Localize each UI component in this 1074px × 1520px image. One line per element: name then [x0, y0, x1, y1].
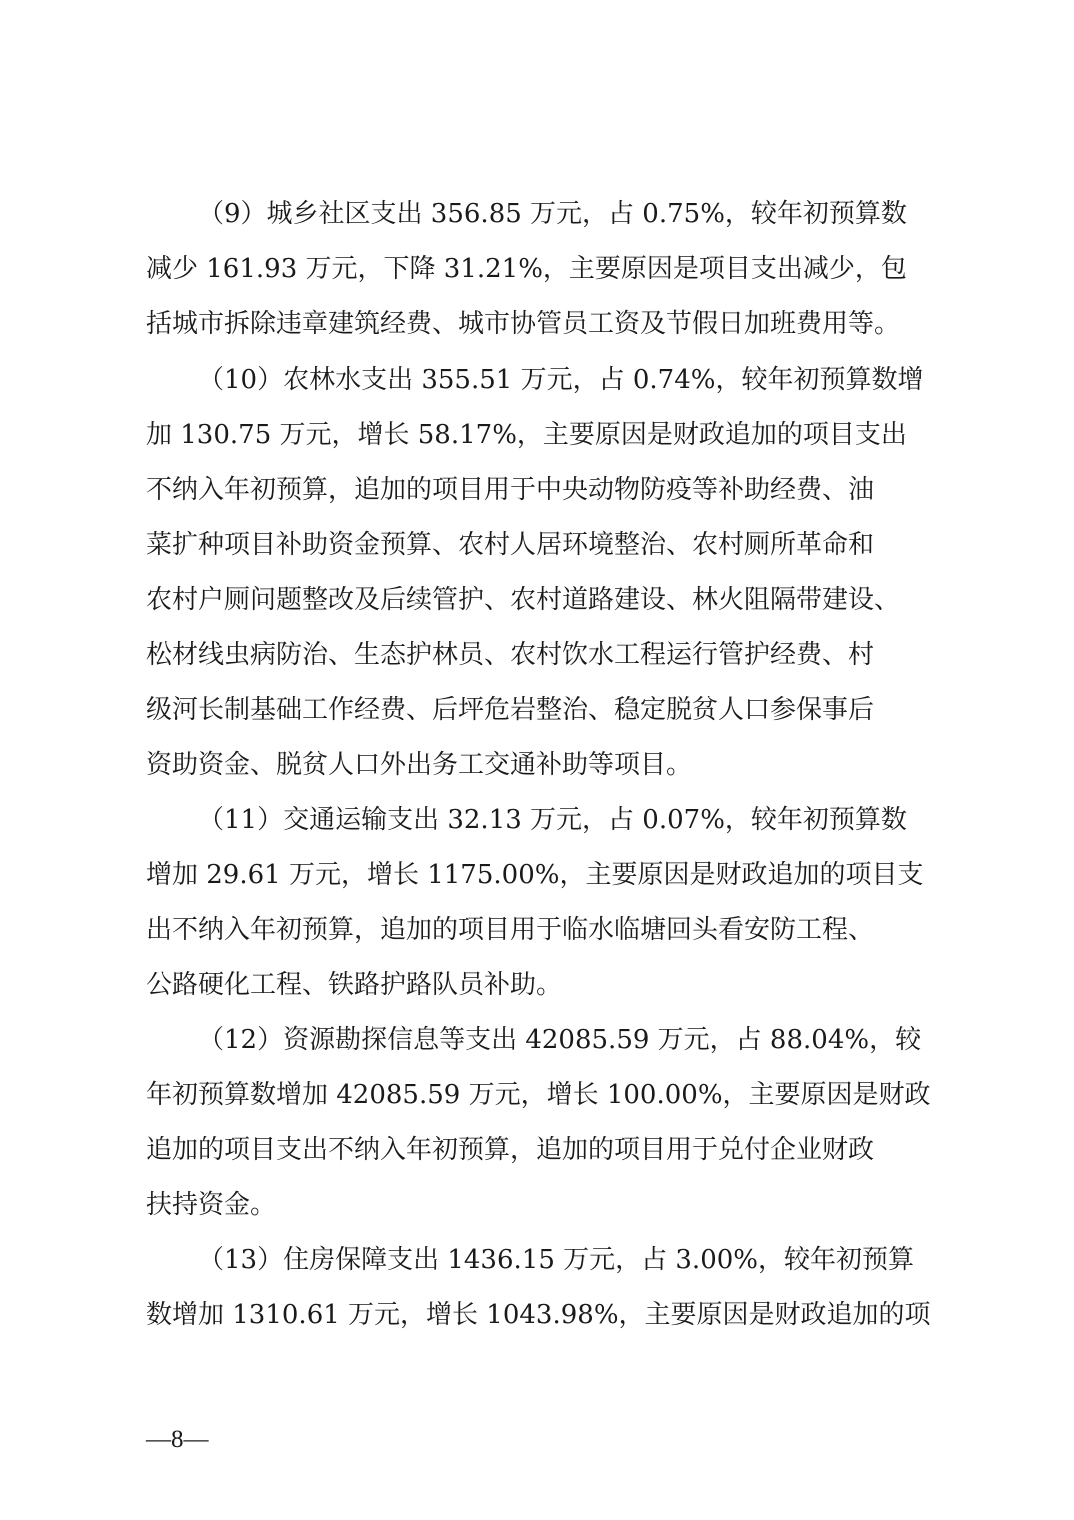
text-line: （13）住房保障支出 1436.15 万元，占 3.00%，较年初预算: [198, 1245, 914, 1275]
text-line: 数增加 1310.61 万元，增长 1043.98%，主要原因是财政追加的项: [146, 1300, 931, 1330]
text-line: 出不纳入年初预算，追加的项目用于临水临塘回头看安防工程、: [146, 915, 875, 945]
text-line: 公路硬化工程、铁路护路队员补助。: [146, 970, 563, 1000]
text-line: （12）资源勘探信息等支出 42085.59 万元，占 88.04%，较: [198, 1025, 922, 1055]
text-line: 资助资金、脱贫人口外出务工交通补助等项目。: [146, 750, 693, 780]
text-line: 增加 29.61 万元，增长 1175.00%，主要原因是财政追加的项目支: [146, 860, 924, 890]
text-line: 松材线虫病防治、生态护林员、农村饮水工程运行管护经费、村: [146, 640, 875, 670]
page-number: —8—: [146, 1426, 209, 1453]
text-line: 菜扩种项目补助资金预算、农村人居环境整治、农村厕所革命和: [146, 530, 875, 560]
text-line: （9）城乡社区支出 356.85 万元，占 0.75%，较年初预算数: [198, 199, 907, 229]
text-line: 括城市拆除违章建筑经费、城市协管员工资及节假日加班费用等。: [146, 309, 901, 339]
text-line: 减少 161.93 万元，下降 31.21%，主要原因是项目支出减少，包: [146, 254, 907, 284]
text-line: 追加的项目支出不纳入年初预算，追加的项目用于兑付企业财政: [146, 1135, 875, 1165]
text-line: （11）交通运输支出 32.13 万元，占 0.07%，较年初预算数: [198, 805, 907, 835]
text-line: 年初预算数增加 42085.59 万元，增长 100.00%，主要原因是财政: [146, 1080, 931, 1110]
text-line: 加 130.75 万元，增长 58.17%，主要原因是财政追加的项目支出: [146, 420, 907, 450]
text-line: 不纳入年初预算，追加的项目用于中央动物防疫等补助经费、油: [146, 475, 875, 505]
text-line: 农村户厕问题整改及后续管护、农村道路建设、林火阻隔带建设、: [146, 585, 901, 615]
text-line: 级河长制基础工作经费、后坪危岩整治、稳定脱贫人口参保事后: [146, 695, 875, 725]
text-line: 扶持资金。: [146, 1190, 277, 1220]
text-line: （10）农林水支出 355.51 万元，占 0.74%，较年初预算数增: [198, 365, 924, 395]
